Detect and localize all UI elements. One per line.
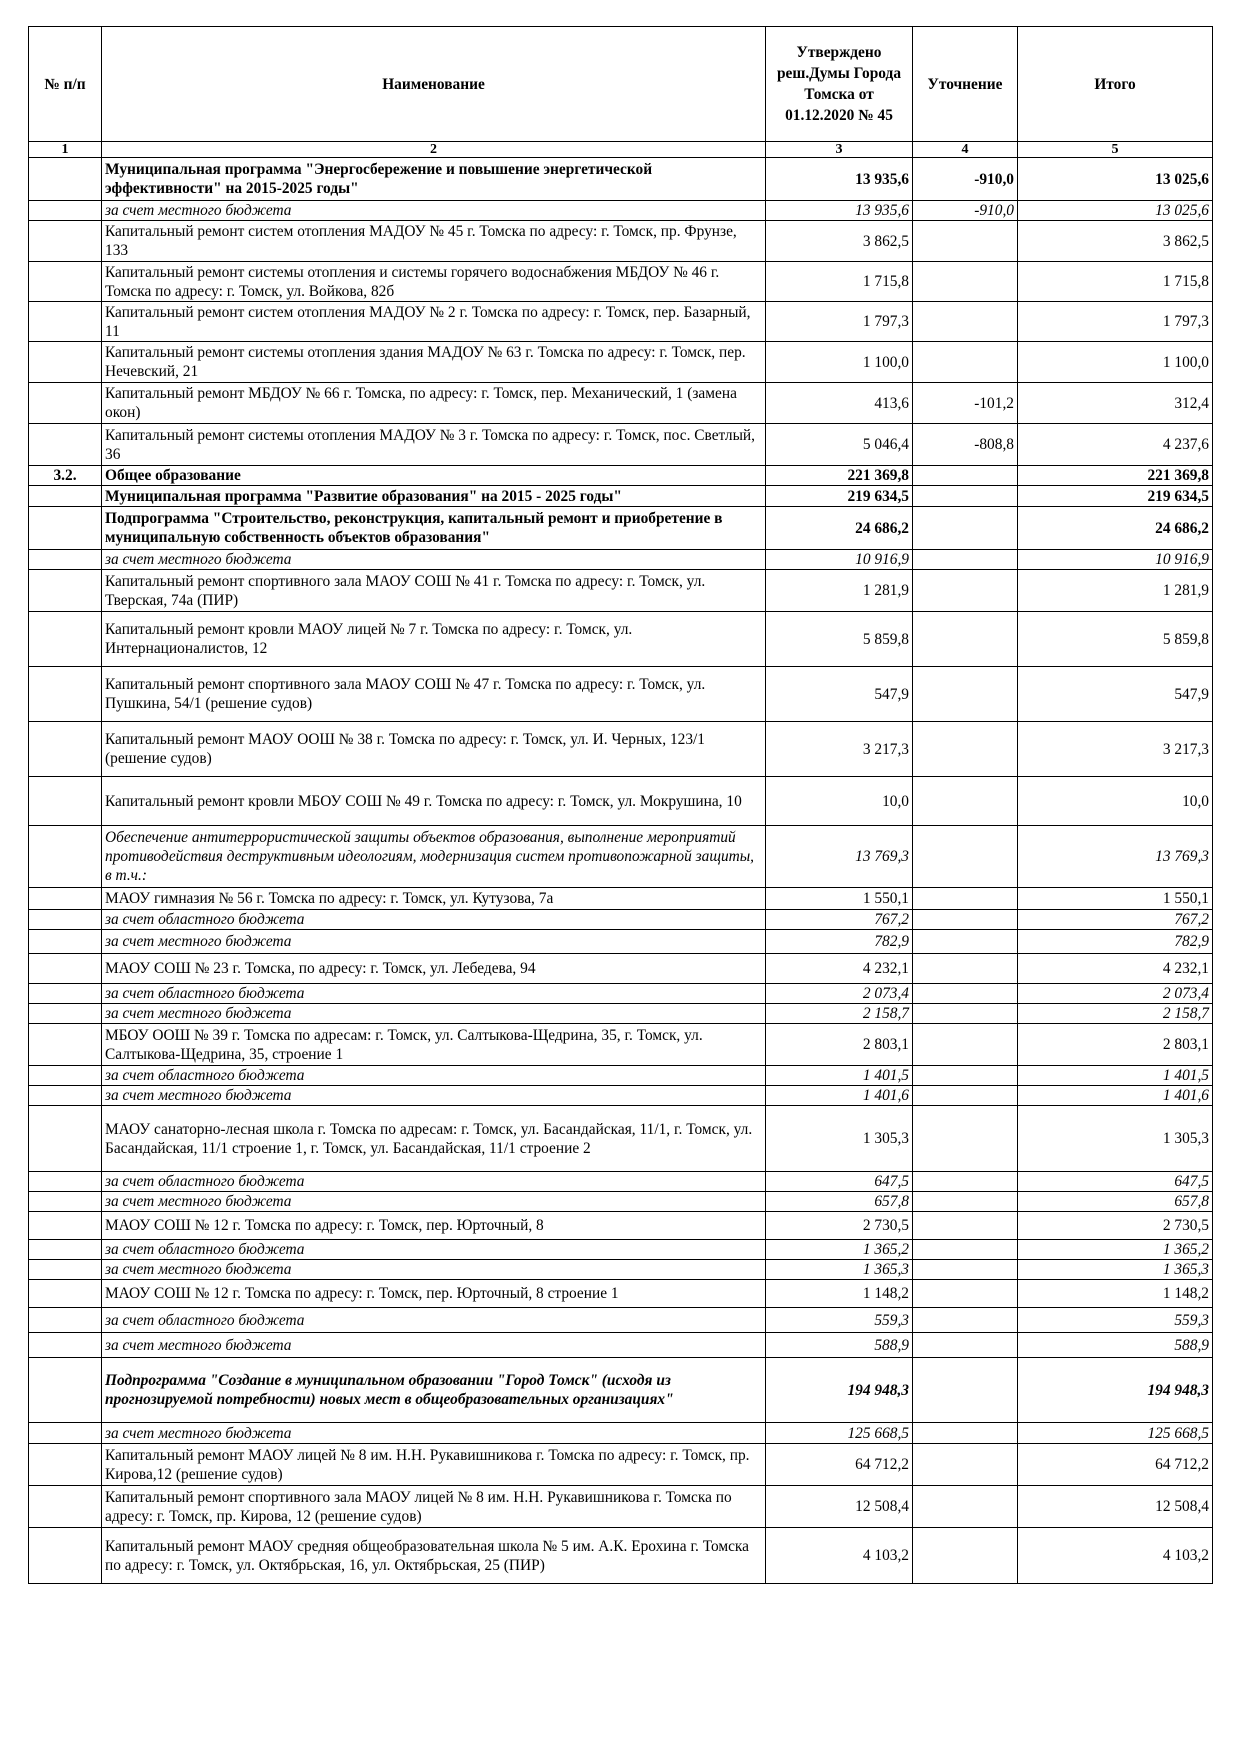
row-name-cell: Капитальный ремонт системы отопления здания МАДОУ № 63 г. Томска по адресу: г. Томск, пер. Нечевский, 21: [102, 342, 766, 383]
row-number-cell: [29, 570, 102, 612]
row-clarification-cell: [913, 507, 1018, 550]
row-clarification-cell: [913, 954, 1018, 984]
row-total-cell: 13 025,6: [1018, 158, 1213, 201]
row-name-cell: Капитальный ремонт систем отопления МАДОУ № 2 г. Томска по адресу: г. Томск, пер. Базарный, 11: [102, 302, 766, 342]
row-total-cell: 657,8: [1018, 1192, 1213, 1212]
row-name-cell: МАОУ СОШ № 12 г. Томска по адресу: г. Томск, пер. Юрточный, 8: [102, 1212, 766, 1240]
row-total-cell: 219 634,5: [1018, 486, 1213, 507]
row-total-cell: 4 237,6: [1018, 424, 1213, 466]
row-name-cell: Капитальный ремонт МАОУ лицей № 8 им. Н.Н. Рукавишникова г. Томска по адресу: г. Томск, пр. Кирова,12 (решение судов): [102, 1444, 766, 1486]
table-row: [29, 1172, 1213, 1192]
row-total-cell: 10 916,9: [1018, 550, 1213, 570]
row-total-cell: 547,9: [1018, 667, 1213, 722]
row-number-cell: [29, 221, 102, 262]
row-total-cell: 559,3: [1018, 1308, 1213, 1333]
table-row: [29, 466, 1213, 486]
row-number-cell: [29, 550, 102, 570]
row-total-cell: 1 715,8: [1018, 262, 1213, 302]
row-clarification-cell: [913, 1192, 1018, 1212]
row-number-cell: [29, 342, 102, 383]
row-name-cell: МБОУ ООШ № 39 г. Томска по адресам: г. Томск, ул. Салтыкова-Щедрина, 35, г. Томск, ул. Салтыкова-Щедрина, 35, строение 1: [102, 1024, 766, 1066]
row-clarification-cell: [913, 1528, 1018, 1584]
row-name-cell: за счет местного бюджета: [102, 1192, 766, 1212]
column-number-row: [29, 142, 1213, 158]
row-approved-cell: 13 935,6: [766, 158, 913, 201]
row-approved-cell: 2 730,5: [766, 1212, 913, 1240]
row-total-cell: 312,4: [1018, 383, 1213, 424]
row-name-cell: МАОУ СОШ № 23 г. Томска, по адресу: г. Томск, ул. Лебедева, 94: [102, 954, 766, 984]
row-name-cell: за счет областного бюджета: [102, 1066, 766, 1086]
row-number-cell: [29, 1240, 102, 1260]
row-clarification-cell: [913, 1280, 1018, 1308]
row-approved-cell: 3 862,5: [766, 221, 913, 262]
column-number: 2: [102, 142, 766, 158]
row-number-cell: 3.2.: [29, 466, 102, 486]
table-row: [29, 777, 1213, 826]
row-number-cell: [29, 722, 102, 777]
table-row: [29, 888, 1213, 910]
row-number-cell: [29, 1212, 102, 1240]
table-row: [29, 1024, 1213, 1066]
row-number-cell: [29, 262, 102, 302]
row-clarification-cell: [913, 1004, 1018, 1024]
table-row: [29, 1260, 1213, 1280]
row-number-cell: [29, 777, 102, 826]
row-approved-cell: 647,5: [766, 1172, 913, 1192]
row-clarification-cell: [913, 1308, 1018, 1333]
table-row: [29, 954, 1213, 984]
table-row: [29, 1423, 1213, 1444]
table-row: [29, 507, 1213, 550]
column-number: 1: [29, 142, 102, 158]
row-name-cell: за счет областного бюджета: [102, 984, 766, 1004]
row-clarification-cell: [913, 1486, 1018, 1528]
row-total-cell: 1 401,6: [1018, 1086, 1213, 1106]
row-approved-cell: 1 715,8: [766, 262, 913, 302]
row-approved-cell: 1 550,1: [766, 888, 913, 910]
row-clarification-cell: [913, 888, 1018, 910]
row-clarification-cell: [913, 486, 1018, 507]
table-row: [29, 342, 1213, 383]
row-number-cell: [29, 302, 102, 342]
row-number-cell: [29, 1086, 102, 1106]
row-name-cell: Капитальный ремонт спортивного зала МАОУ СОШ № 47 г. Томска по адресу: г. Томск, ул. Пушкина, 54/1 (решение судов): [102, 667, 766, 722]
row-approved-cell: 1 281,9: [766, 570, 913, 612]
table-row: [29, 826, 1213, 888]
row-total-cell: 782,9: [1018, 930, 1213, 954]
row-name-cell: за счет местного бюджета: [102, 1260, 766, 1280]
table-row: [29, 1333, 1213, 1358]
row-clarification-cell: [913, 1444, 1018, 1486]
table-row: [29, 1004, 1213, 1024]
row-number-cell: [29, 486, 102, 507]
row-name-cell: Подпрограмма "Строительство, реконструкция, капитальный ремонт и приобретение в муниципальную собственность объектов образования": [102, 507, 766, 550]
row-number-cell: [29, 930, 102, 954]
row-approved-cell: 3 217,3: [766, 722, 913, 777]
row-clarification-cell: [913, 667, 1018, 722]
row-clarification-cell: [913, 777, 1018, 826]
table-row: [29, 383, 1213, 424]
row-name-cell: за счет местного бюджета: [102, 1004, 766, 1024]
row-clarification-cell: [913, 1212, 1018, 1240]
row-total-cell: 10,0: [1018, 777, 1213, 826]
header-number: № п/п: [29, 27, 102, 142]
row-clarification-cell: [913, 1106, 1018, 1172]
row-total-cell: 1 148,2: [1018, 1280, 1213, 1308]
row-approved-cell: 1 100,0: [766, 342, 913, 383]
row-number-cell: [29, 1260, 102, 1280]
row-name-cell: за счет областного бюджета: [102, 1172, 766, 1192]
row-name-cell: за счет областного бюджета: [102, 1240, 766, 1260]
row-name-cell: МАОУ гимназия № 56 г. Томска по адресу: г. Томск, ул. Кутузова, 7а: [102, 888, 766, 910]
row-clarification-cell: -910,0: [913, 158, 1018, 201]
row-clarification-cell: [913, 466, 1018, 486]
row-name-cell: за счет местного бюджета: [102, 1333, 766, 1358]
row-number-cell: [29, 1280, 102, 1308]
row-clarification-cell: [913, 1358, 1018, 1423]
table-row: [29, 722, 1213, 777]
row-name-cell: Капитальный ремонт МАОУ средняя общеобразовательная школа № 5 им. А.К. Ерохина г. Томска по адресу: г. Томск, ул. Октябрьская, 16, ул. Октябрьская, 25 (ПИР): [102, 1528, 766, 1584]
row-name-cell: за счет местного бюджета: [102, 201, 766, 221]
row-name-cell: Муниципальная программа "Энергосбережение и повышение энергетической эффективности" на 2015-2025 годы": [102, 158, 766, 201]
row-clarification-cell: [913, 1260, 1018, 1280]
row-approved-cell: 1 305,3: [766, 1106, 913, 1172]
row-name-cell: Капитальный ремонт системы отопления МАДОУ № 3 г. Томска по адресу: г. Томск, пос. Светлый, 36: [102, 424, 766, 466]
row-total-cell: 64 712,2: [1018, 1444, 1213, 1486]
row-approved-cell: 657,8: [766, 1192, 913, 1212]
row-name-cell: Капитальный ремонт МБДОУ № 66 г. Томска, по адресу: г. Томск, пер. Механический, 1 (замена окон): [102, 383, 766, 424]
table-header-row: [29, 27, 1213, 142]
row-total-cell: 1 365,2: [1018, 1240, 1213, 1260]
row-approved-cell: 413,6: [766, 383, 913, 424]
row-total-cell: 24 686,2: [1018, 507, 1213, 550]
row-number-cell: [29, 1066, 102, 1086]
table-row: [29, 302, 1213, 342]
row-name-cell: Обеспечение антитеррористической защиты объектов образования, выполнение мероприятий противодействия деструктивным идеологиям, модернизация систем противопожарной защиты, в т.ч.:: [102, 826, 766, 888]
row-total-cell: 221 369,8: [1018, 466, 1213, 486]
row-approved-cell: 4 103,2: [766, 1528, 913, 1584]
row-approved-cell: 10,0: [766, 777, 913, 826]
row-clarification-cell: [913, 1333, 1018, 1358]
row-total-cell: 1 281,9: [1018, 570, 1213, 612]
row-approved-cell: 588,9: [766, 1333, 913, 1358]
header-name: Наименование: [102, 27, 766, 142]
row-number-cell: [29, 1528, 102, 1584]
row-name-cell: Муниципальная программа "Развитие образования" на 2015 - 2025 годы": [102, 486, 766, 507]
row-total-cell: 4 232,1: [1018, 954, 1213, 984]
row-name-cell: Капитальный ремонт кровли МБОУ СОШ № 49 г. Томска по адресу: г. Томск, ул. Мокрушина, 10: [102, 777, 766, 826]
row-clarification-cell: [913, 984, 1018, 1004]
table-row: [29, 424, 1213, 466]
table-row: [29, 262, 1213, 302]
row-approved-cell: 767,2: [766, 910, 913, 930]
table-row: [29, 1358, 1213, 1423]
row-approved-cell: 5 859,8: [766, 612, 913, 667]
table-row: [29, 221, 1213, 262]
row-total-cell: 194 948,3: [1018, 1358, 1213, 1423]
row-number-cell: [29, 1308, 102, 1333]
table-row: [29, 910, 1213, 930]
row-approved-cell: 1 797,3: [766, 302, 913, 342]
table-row: [29, 984, 1213, 1004]
row-name-cell: Капитальный ремонт системы отопления и системы горячего водоснабжения МБДОУ № 46 г. Томска по адресу: г. Томск, ул. Войкова, 82б: [102, 262, 766, 302]
row-total-cell: 13 769,3: [1018, 826, 1213, 888]
row-total-cell: 5 859,8: [1018, 612, 1213, 667]
table-row: [29, 1444, 1213, 1486]
row-clarification-cell: [913, 1240, 1018, 1260]
row-name-cell: Капитальный ремонт МАОУ ООШ № 38 г. Томска по адресу: г. Томск, ул. И. Черных, 123/1 (решение судов): [102, 722, 766, 777]
row-number-cell: [29, 667, 102, 722]
budget-sheet: [28, 26, 1212, 1584]
row-total-cell: 1 305,3: [1018, 1106, 1213, 1172]
row-total-cell: 767,2: [1018, 910, 1213, 930]
row-total-cell: 1 365,3: [1018, 1260, 1213, 1280]
table-row: [29, 201, 1213, 221]
row-clarification-cell: [913, 302, 1018, 342]
row-number-cell: [29, 1192, 102, 1212]
row-approved-cell: 1 401,6: [766, 1086, 913, 1106]
row-total-cell: 1 401,5: [1018, 1066, 1213, 1086]
row-clarification-cell: -808,8: [913, 424, 1018, 466]
row-number-cell: [29, 888, 102, 910]
row-total-cell: 2 158,7: [1018, 1004, 1213, 1024]
row-total-cell: 125 668,5: [1018, 1423, 1213, 1444]
row-approved-cell: 1 365,3: [766, 1260, 913, 1280]
row-approved-cell: 1 401,5: [766, 1066, 913, 1086]
row-number-cell: [29, 984, 102, 1004]
table-row: [29, 1212, 1213, 1240]
row-name-cell: за счет областного бюджета: [102, 1308, 766, 1333]
row-number-cell: [29, 1004, 102, 1024]
row-name-cell: Капитальный ремонт спортивного зала МАОУ лицей № 8 им. Н.Н. Рукавишникова г. Томска по адресу: г. Томск, пр. Кирова, 12 (решение судов): [102, 1486, 766, 1528]
table-row: [29, 158, 1213, 201]
table-row: [29, 1106, 1213, 1172]
row-total-cell: 2 073,4: [1018, 984, 1213, 1004]
table-row: [29, 1486, 1213, 1528]
row-number-cell: [29, 1423, 102, 1444]
row-number-cell: [29, 158, 102, 201]
row-name-cell: Капитальный ремонт спортивного зала МАОУ СОШ № 41 г. Томска по адресу: г. Томск, ул. Тверская, 74а (ПИР): [102, 570, 766, 612]
row-number-cell: [29, 507, 102, 550]
table-row: [29, 1528, 1213, 1584]
table-body: [29, 158, 1213, 1584]
row-total-cell: 2 803,1: [1018, 1024, 1213, 1066]
row-approved-cell: 64 712,2: [766, 1444, 913, 1486]
row-total-cell: 647,5: [1018, 1172, 1213, 1192]
row-clarification-cell: [913, 612, 1018, 667]
row-name-cell: Подпрограмма "Создание в муниципальном образовании "Город Томск" (исходя из прогнозируемой потребности) новых мест в общеобразовательных организациях": [102, 1358, 766, 1423]
row-clarification-cell: [913, 1066, 1018, 1086]
row-number-cell: [29, 1358, 102, 1423]
table-row: [29, 550, 1213, 570]
row-approved-cell: 221 369,8: [766, 466, 913, 486]
row-clarification-cell: [913, 570, 1018, 612]
row-approved-cell: 13 769,3: [766, 826, 913, 888]
row-name-cell: за счет местного бюджета: [102, 1423, 766, 1444]
table-row: [29, 1240, 1213, 1260]
row-clarification-cell: [913, 262, 1018, 302]
row-total-cell: 2 730,5: [1018, 1212, 1213, 1240]
row-clarification-cell: [913, 342, 1018, 383]
column-number: 4: [913, 142, 1018, 158]
row-number-cell: [29, 1333, 102, 1358]
row-approved-cell: 2 158,7: [766, 1004, 913, 1024]
row-approved-cell: 4 232,1: [766, 954, 913, 984]
table-row: [29, 612, 1213, 667]
row-number-cell: [29, 1106, 102, 1172]
row-approved-cell: 5 046,4: [766, 424, 913, 466]
row-clarification-cell: [913, 550, 1018, 570]
row-approved-cell: 219 634,5: [766, 486, 913, 507]
row-name-cell: за счет местного бюджета: [102, 550, 766, 570]
row-approved-cell: 2 073,4: [766, 984, 913, 1004]
row-name-cell: Капитальный ремонт кровли МАОУ лицей № 7 г. Томска по адресу: г. Томск, ул. Интернационалистов, 12: [102, 612, 766, 667]
row-number-cell: [29, 1172, 102, 1192]
row-approved-cell: 125 668,5: [766, 1423, 913, 1444]
row-clarification-cell: [913, 1086, 1018, 1106]
row-approved-cell: 13 935,6: [766, 201, 913, 221]
row-number-cell: [29, 910, 102, 930]
table-row: [29, 1086, 1213, 1106]
table-row: [29, 1192, 1213, 1212]
row-number-cell: [29, 1444, 102, 1486]
table-row: [29, 930, 1213, 954]
row-approved-cell: 1 148,2: [766, 1280, 913, 1308]
row-approved-cell: 10 916,9: [766, 550, 913, 570]
row-clarification-cell: [913, 826, 1018, 888]
row-total-cell: 4 103,2: [1018, 1528, 1213, 1584]
row-clarification-cell: [913, 221, 1018, 262]
row-clarification-cell: -910,0: [913, 201, 1018, 221]
row-total-cell: 1 550,1: [1018, 888, 1213, 910]
row-total-cell: 3 862,5: [1018, 221, 1213, 262]
row-approved-cell: 1 365,2: [766, 1240, 913, 1260]
column-number: 3: [766, 142, 913, 158]
row-approved-cell: 24 686,2: [766, 507, 913, 550]
row-number-cell: [29, 424, 102, 466]
row-clarification-cell: [913, 1172, 1018, 1192]
row-number-cell: [29, 1486, 102, 1528]
row-name-cell: МАОУ санаторно-лесная школа г. Томска по адресам: г. Томск, ул. Басандайская, 11/1, г. Томск, ул. Басандайская, 11/1 строение 1, г. Томск, ул. Басандайская, 11/1 строение 2: [102, 1106, 766, 1172]
row-total-cell: 12 508,4: [1018, 1486, 1213, 1528]
row-total-cell: 1 100,0: [1018, 342, 1213, 383]
row-number-cell: [29, 1024, 102, 1066]
row-clarification-cell: -101,2: [913, 383, 1018, 424]
row-number-cell: [29, 954, 102, 984]
table-row: [29, 1308, 1213, 1333]
row-approved-cell: 2 803,1: [766, 1024, 913, 1066]
table-row: [29, 1280, 1213, 1308]
row-number-cell: [29, 383, 102, 424]
row-name-cell: МАОУ СОШ № 12 г. Томска по адресу: г. Томск, пер. Юрточный, 8 строение 1: [102, 1280, 766, 1308]
row-approved-cell: 559,3: [766, 1308, 913, 1333]
column-number: 5: [1018, 142, 1213, 158]
row-name-cell: за счет местного бюджета: [102, 930, 766, 954]
row-total-cell: 3 217,3: [1018, 722, 1213, 777]
table-row: [29, 486, 1213, 507]
row-total-cell: 13 025,6: [1018, 201, 1213, 221]
row-clarification-cell: [913, 722, 1018, 777]
table-row: [29, 570, 1213, 612]
table-row: [29, 1066, 1213, 1086]
row-total-cell: 588,9: [1018, 1333, 1213, 1358]
header-approved: Утверждено реш.Думы Города Томска от 01.12.2020 № 45: [766, 27, 913, 142]
row-name-cell: за счет местного бюджета: [102, 1086, 766, 1106]
budget-table: [28, 26, 1213, 1584]
header-total: Итого: [1018, 27, 1213, 142]
row-name-cell: за счет областного бюджета: [102, 910, 766, 930]
table-row: [29, 667, 1213, 722]
row-total-cell: 1 797,3: [1018, 302, 1213, 342]
row-number-cell: [29, 612, 102, 667]
row-number-cell: [29, 201, 102, 221]
row-approved-cell: 12 508,4: [766, 1486, 913, 1528]
row-clarification-cell: [913, 910, 1018, 930]
row-approved-cell: 547,9: [766, 667, 913, 722]
row-clarification-cell: [913, 930, 1018, 954]
row-clarification-cell: [913, 1024, 1018, 1066]
row-clarification-cell: [913, 1423, 1018, 1444]
row-approved-cell: 782,9: [766, 930, 913, 954]
header-clarification: Уточнение: [913, 27, 1018, 142]
row-approved-cell: 194 948,3: [766, 1358, 913, 1423]
row-name-cell: Капитальный ремонт систем отопления МАДОУ № 45 г. Томска по адресу: г. Томск, пр. Фрунзе, 133: [102, 221, 766, 262]
row-number-cell: [29, 826, 102, 888]
row-name-cell: Общее образование: [102, 466, 766, 486]
